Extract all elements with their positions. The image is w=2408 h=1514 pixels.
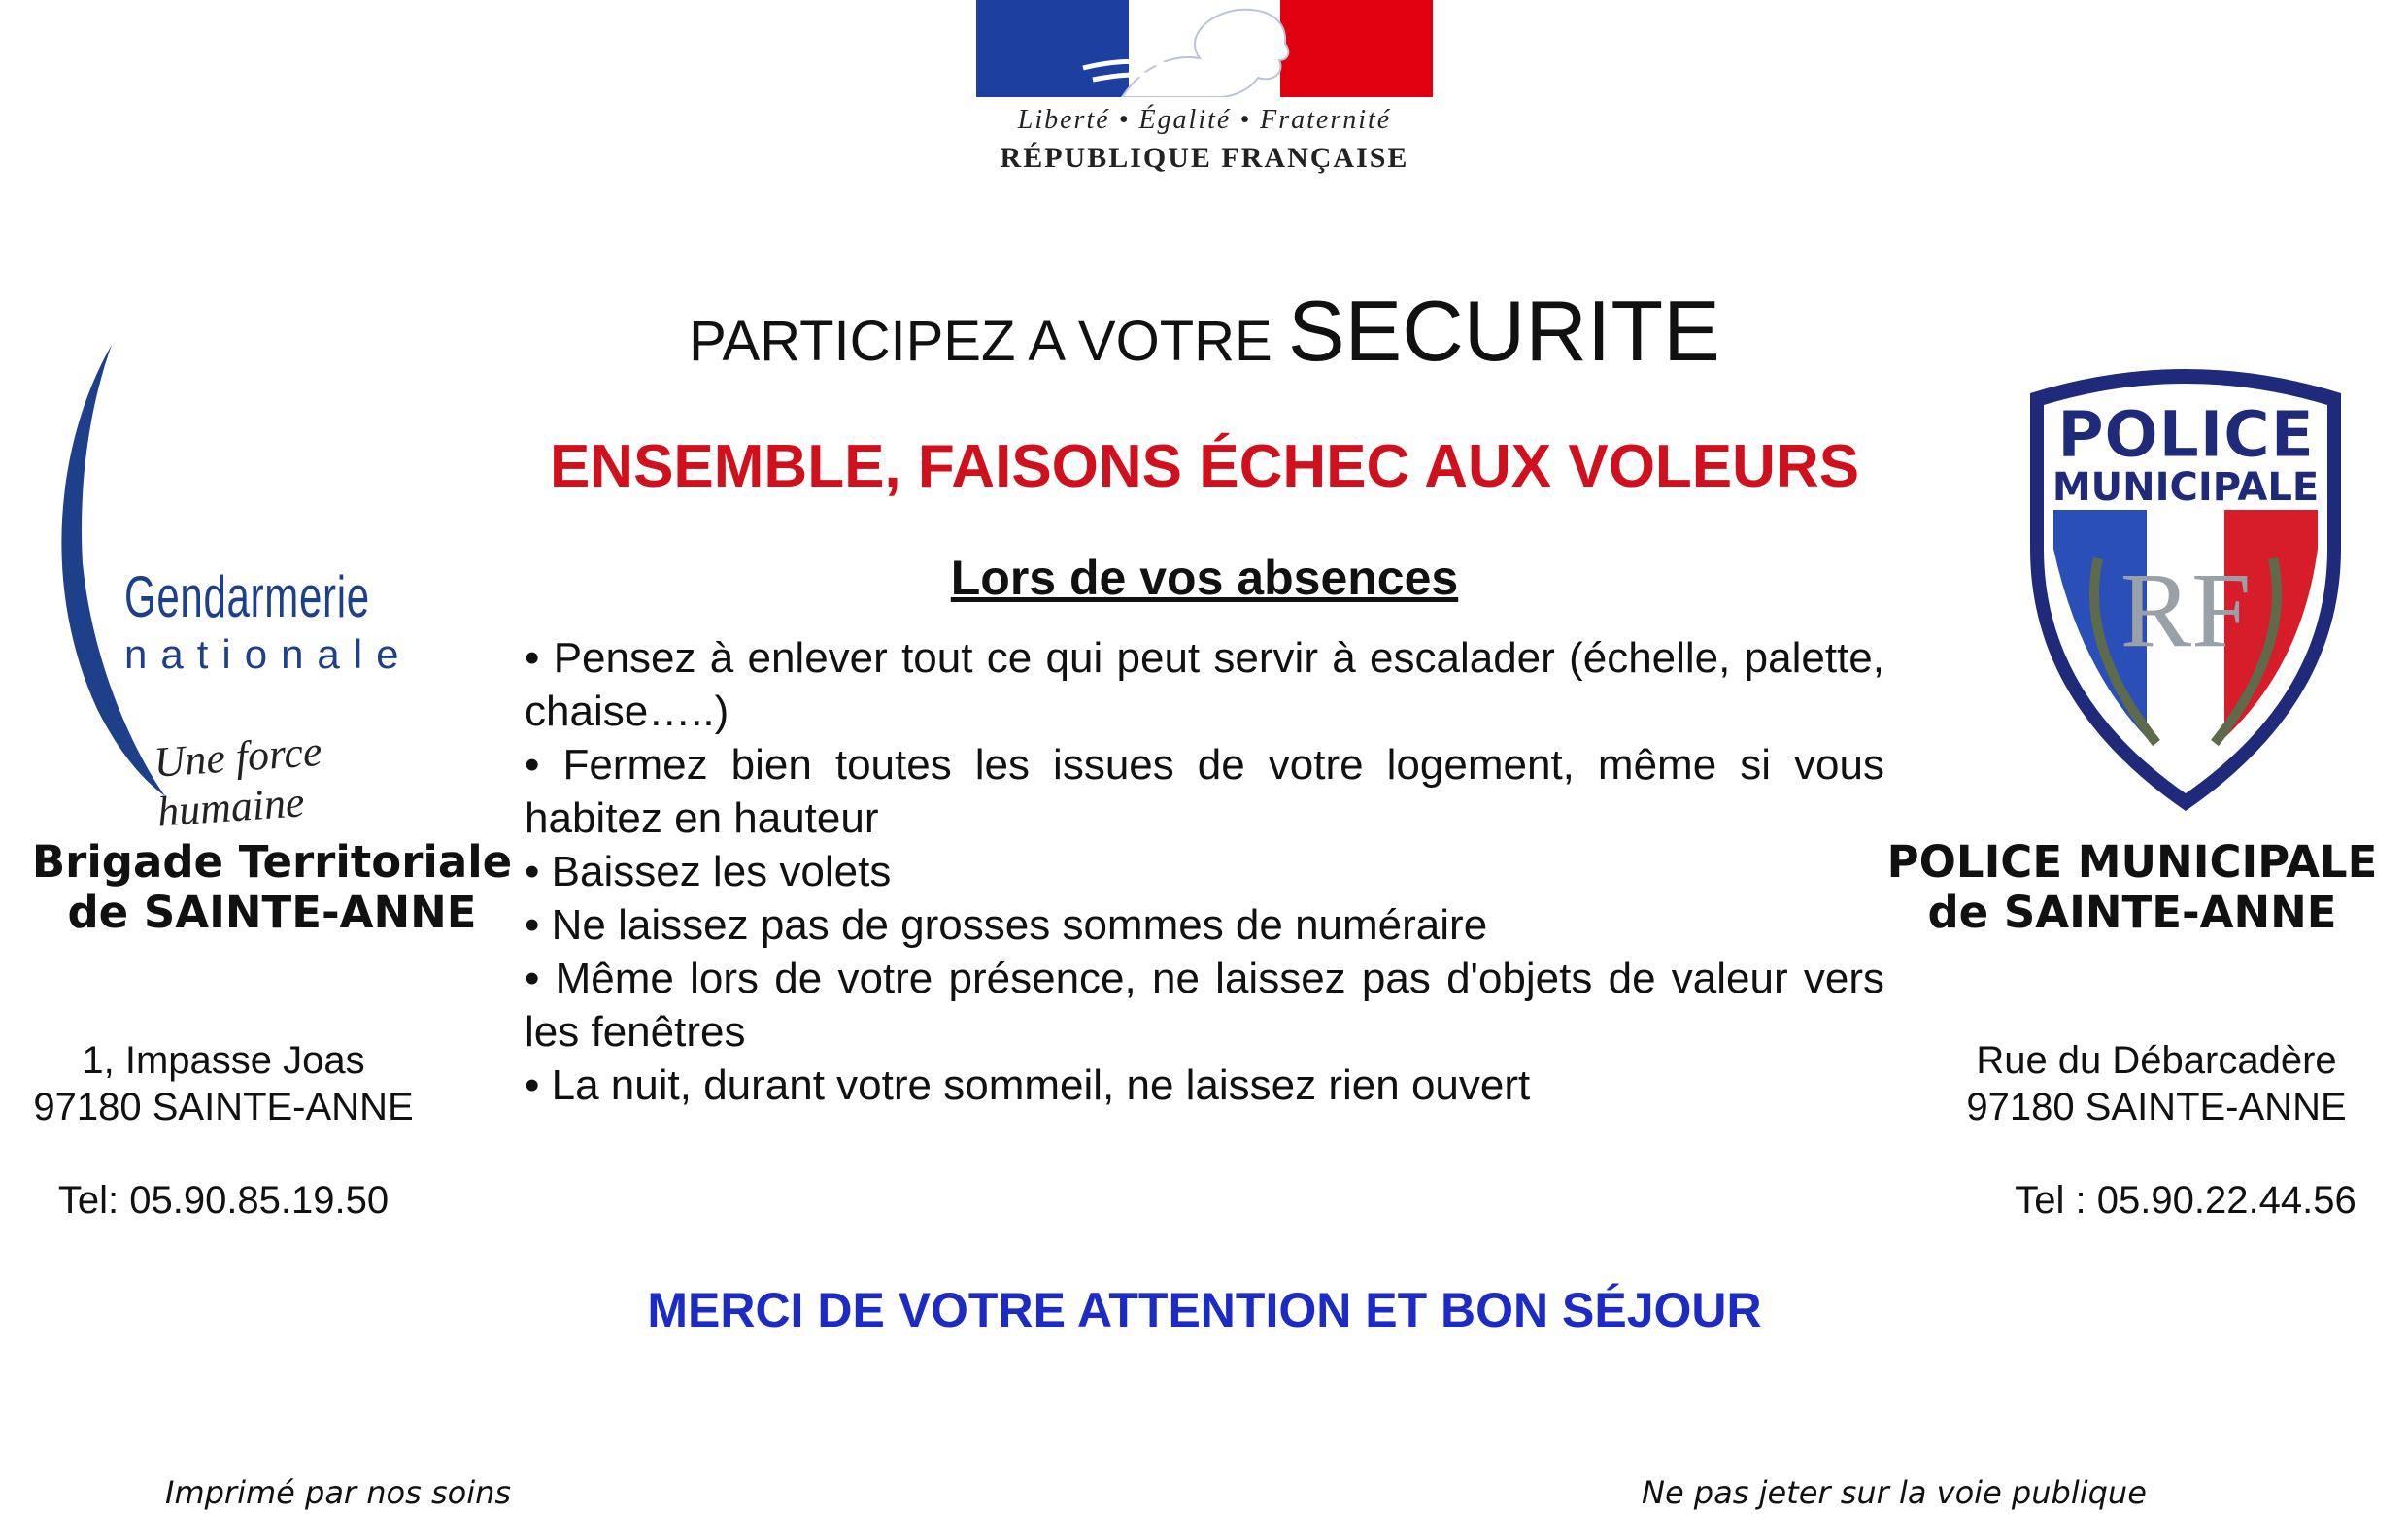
list-item: • Même lors de votre présence, ne laissez pas d'objets de valeur vers les fenêtres	[525, 952, 1884, 1059]
gendarmerie-address-line1: 1, Impasse Joas	[82, 1039, 365, 1082]
republic-motto: Liberté • Égalité • Fraternité	[1017, 105, 1392, 135]
badge-monogram: RF	[2120, 551, 2252, 669]
list-item: • La nuit, durant votre sommeil, ne laissez rien ouvert	[525, 1059, 1884, 1112]
tricolor-flag-icon	[976, 0, 1433, 97]
list-item: • Pensez à enlever tout ce qui peut servir à escalader (échelle, palette, chaise…..)	[525, 631, 1884, 738]
police-badge-icon	[2011, 354, 2360, 821]
title-prefix: PARTICIPEZ A VOTRE	[689, 310, 1288, 373]
list-item: • Baissez les volets	[525, 845, 1884, 898]
gendarmerie-name-line1: Brigade Territoriale	[31, 836, 513, 888]
footer-litter-note: Ne pas jeter sur la voie publique	[1642, 1474, 2147, 1511]
police-phone: Tel : 05.90.22.44.56	[2015, 1179, 2357, 1222]
police-name	[1880, 837, 2385, 938]
page-subtitle: ENSEMBLE, FAISONS ÉCHEC AUX VOLEURS	[549, 433, 1860, 500]
gendarmerie-address	[10, 1037, 437, 1130]
gendarmerie-logo-title: Gendarmerie	[124, 564, 370, 629]
gendarmerie-phone: Tel: 05.90.85.19.50	[57, 1179, 390, 1222]
badge-text-line2: MUNICIPALE	[2052, 465, 2320, 510]
badge-text-line1: POLICE	[2056, 397, 2315, 472]
title-emphasis: SECURITE	[1287, 283, 1720, 379]
police-address-line2: 97180 SAINTE-ANNE	[1966, 1086, 2347, 1128]
section-heading: Lors de vos absences	[950, 551, 1459, 605]
police-address-line1: Rue du Débarcadère	[1976, 1039, 2337, 1082]
page-title	[583, 282, 1826, 381]
list-item: • Fermez bien toutes les issues de votre logement, même si vous habitez en hauteur	[525, 738, 1884, 845]
marianne-logo	[976, 0, 1433, 185]
gendarmerie-logo	[39, 340, 427, 836]
thanks-message: MERCI DE VOTRE ATTENTION ET BON SÉJOUR	[647, 1283, 1762, 1337]
gendarmerie-logo-slogan: Une force humaine	[152, 726, 323, 836]
list-item: • Ne laissez pas de grosses sommes de numéraire	[525, 898, 1884, 952]
police-name-line1: POLICE MUNICIPALE	[1886, 836, 2378, 888]
police-name-line2: de SAINTE-ANNE	[1927, 887, 2337, 938]
footer-printed-note: Imprimé par nos soins	[165, 1474, 512, 1511]
advice-list	[525, 631, 1884, 1112]
police-address	[1943, 1037, 2370, 1130]
gendarmerie-logo-subtitle: nationale	[124, 631, 413, 677]
gendarmerie-name-line2: de SAINTE-ANNE	[67, 887, 477, 938]
gendarmerie-address-line2: 97180 SAINTE-ANNE	[33, 1086, 414, 1128]
gendarmerie-name	[19, 837, 525, 938]
republic-name: RÉPUBLIQUE FRANÇAISE	[1000, 142, 1409, 174]
